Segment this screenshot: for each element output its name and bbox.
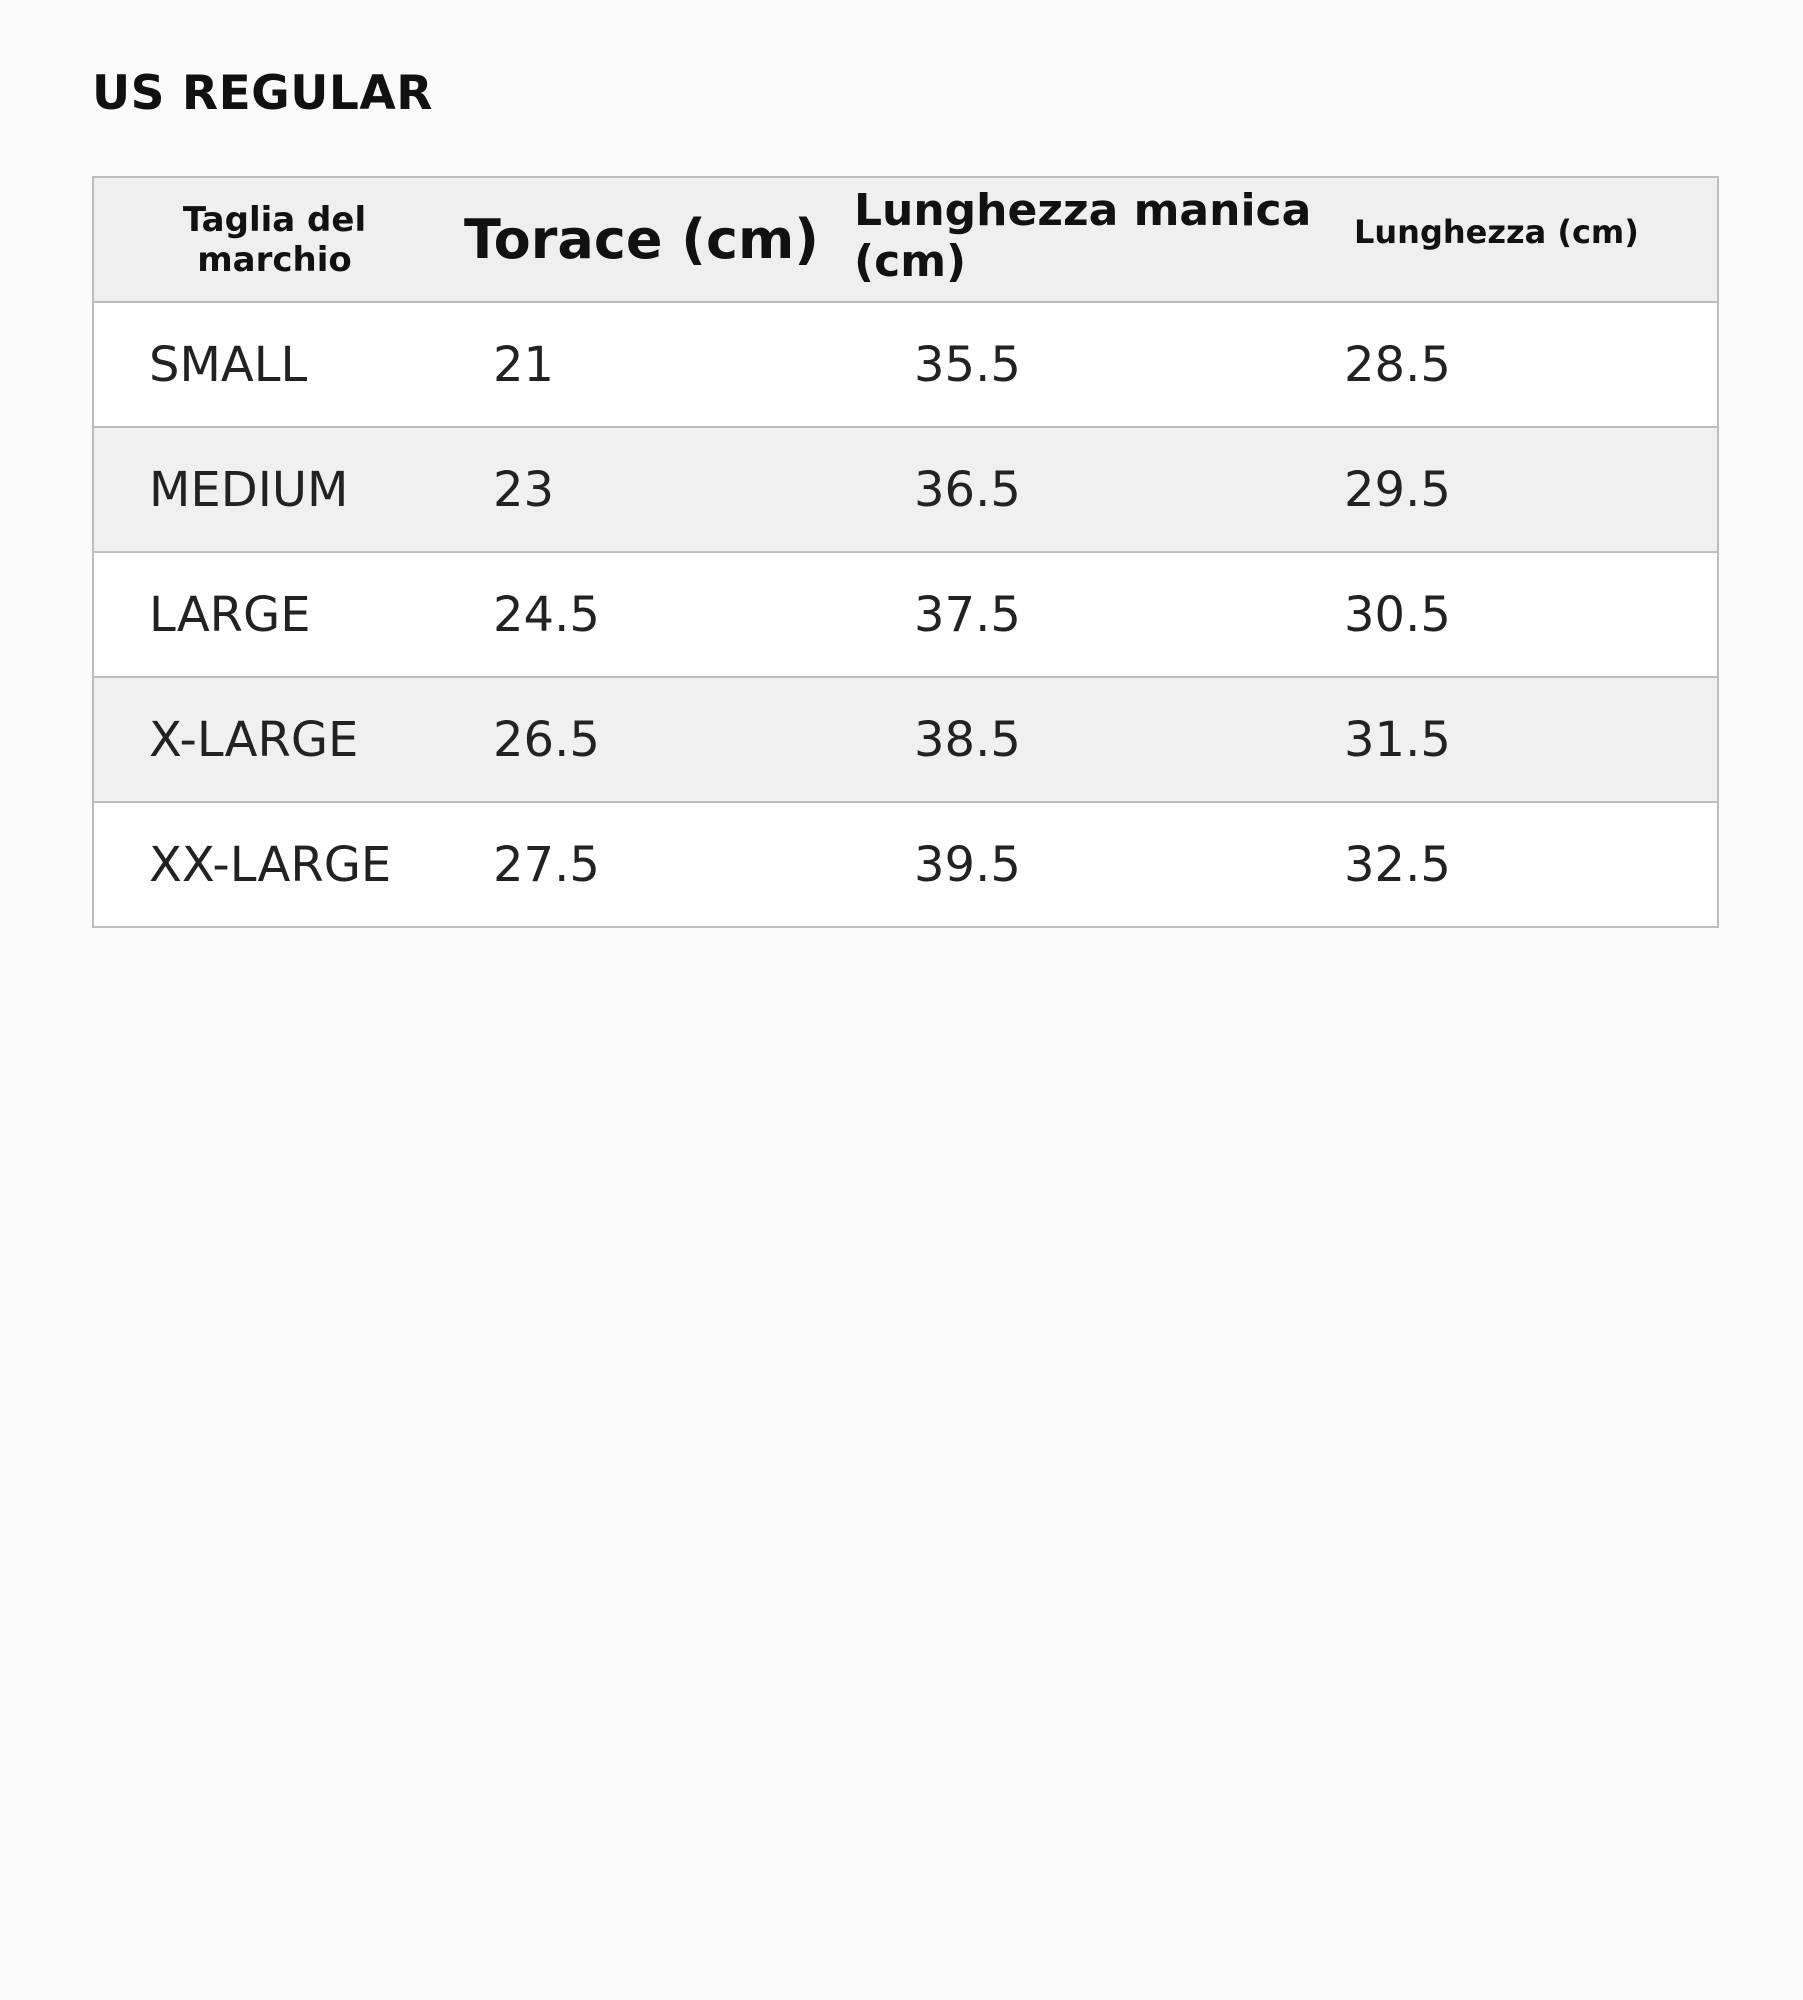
table-row [93, 677, 1718, 802]
header-sleeve-length [850, 177, 1334, 302]
header-row [93, 177, 1718, 302]
chest-cell: 21 [455, 302, 850, 427]
size-cell: XX-LARGE [93, 802, 455, 927]
header-length [1334, 177, 1718, 302]
table-row [93, 802, 1718, 927]
chest-cell: 24.5 [455, 552, 850, 677]
length-cell: 28.5 [1334, 302, 1718, 427]
table-row [93, 427, 1718, 552]
header-brand-size [93, 177, 455, 302]
sleeve-cell: 38.5 [850, 677, 1334, 802]
page-title: US REGULAR [92, 66, 433, 121]
header-brand-size-line1: Taglia del [182, 199, 367, 240]
header-chest-label: Torace (cm) [464, 208, 819, 271]
size-cell: X-LARGE [93, 677, 455, 802]
sleeve-cell: 36.5 [850, 427, 1334, 552]
sleeve-cell: 37.5 [850, 552, 1334, 677]
length-cell: 30.5 [1334, 552, 1718, 677]
header-chest [455, 177, 850, 302]
table-row [93, 552, 1718, 677]
chest-cell: 23 [455, 427, 850, 552]
chest-cell: 27.5 [455, 802, 850, 927]
size-cell: SMALL [93, 302, 455, 427]
length-cell: 32.5 [1334, 802, 1718, 927]
sleeve-cell: 39.5 [850, 802, 1334, 927]
header-sleeve-length-label: Lunghezza manica (cm) [854, 184, 1312, 287]
header-brand-size-line2: marchio [197, 239, 352, 280]
size-cell: LARGE [93, 552, 455, 677]
chest-cell: 26.5 [455, 677, 850, 802]
size-cell: MEDIUM [93, 427, 455, 552]
table-row [93, 302, 1718, 427]
size-chart-table [92, 176, 1719, 928]
sleeve-cell: 35.5 [850, 302, 1334, 427]
table-header [93, 177, 1718, 302]
table-body [93, 302, 1718, 927]
header-length-label: Lunghezza (cm) [1354, 212, 1639, 251]
length-cell: 31.5 [1334, 677, 1718, 802]
length-cell: 29.5 [1334, 427, 1718, 552]
